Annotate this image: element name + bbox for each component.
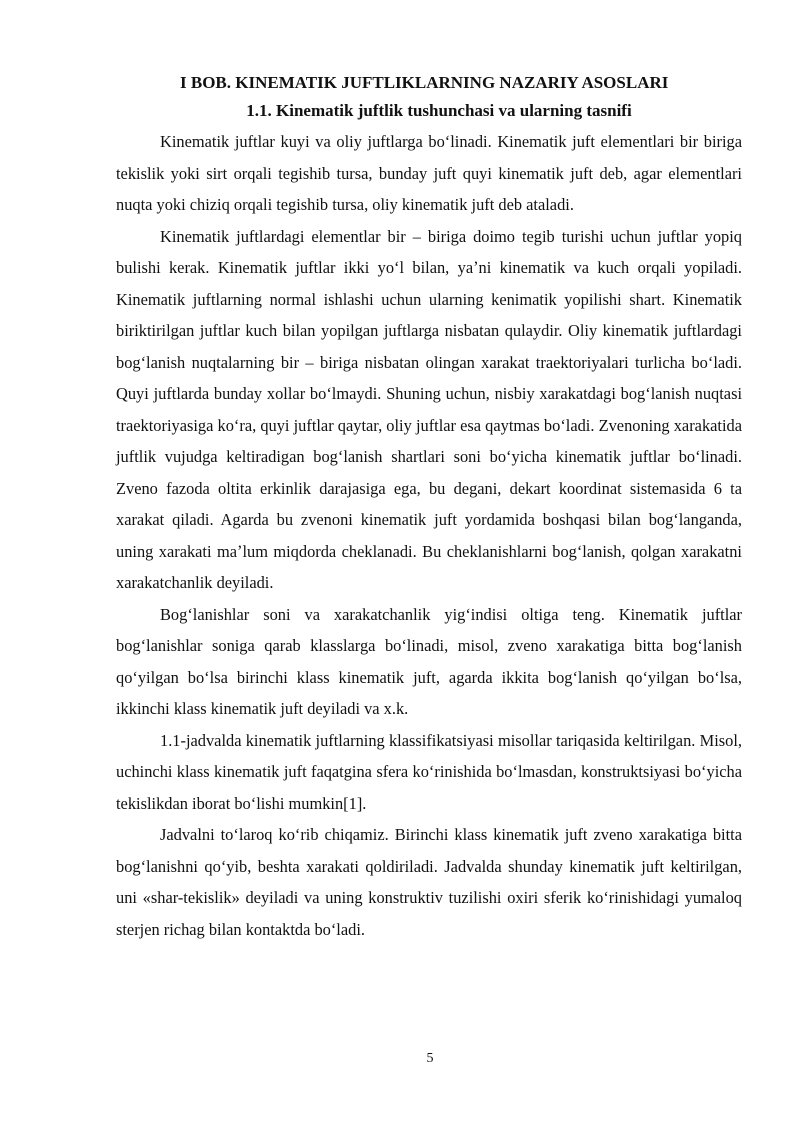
chapter-title: I BOB. KINEMATIK JUFTLIKLARNING NAZARIY ASOSLARI	[180, 73, 669, 92]
document-page	[116, 68, 742, 945]
paragraph-1: Kinematik juftlar kuyi va oliy juftlarga boʻlinadi. Kinematik juft elementlari bir biriga tekislik yoki sirt orqali tegishib tursa, bunday juft quyi kinematik juft deb, agar elementlari nuqta yoki chiziq orqali tegishib tursa, oliy kinematik juft deb ataladi.	[116, 132, 742, 214]
paragraph-3: Bogʻlanishlar soni va xarakatchanlik yigʻindisi oltiga teng. Kinematik juftlar bogʻlanishlar soniga qarab klasslarga boʻlinadi, misol, zveno xarakatiga bitta bogʻlanish qoʻyilgan boʻlsa birinchi klass kinematik juft, agarda ikkita bogʻlanish qoʻyilgan boʻlsa, ikkinchi klass kinematik juft deyiladi va x.k.	[116, 604, 742, 718]
page-number: 5	[426, 1051, 434, 1066]
paragraph-5: Jadvalni toʻlaroq koʻrib chiqamiz. Birinchi klass kinematik juft zveno xarakatiga bitta bogʻlanishni qoʻyib, beshta xarakati qoldiriladi. Jadvalda shunday kinematik juft keltirilgan, uni «shar-tekislik» deyiladi va uning konstruktiv tuzilishi oxiri sferik koʻrinishidagi yumaloq sterjen richag bilan kontaktda boʻladi.	[116, 825, 742, 939]
section-title: 1.1. Kinematik juftlik tushunchasi va ularning tasnifi	[246, 101, 632, 120]
paragraph-4: 1.1-jadvalda kinematik juftlarning klassifikatsiyasi misollar tariqasida keltirilgan. Misol, uchinchi klass kinematik juft faqatgina sfera koʻrinishida boʻlmasdan, konstruktsiyasi boʻyicha tekislikdan iborat boʻlishi mumkin[1].	[116, 730, 742, 813]
paragraph-2: Kinematik juftlardagi elementlar bir – biriga doimo tegib turishi uchun juftlar yopiq bulishi kerak. Kinematik juftlar ikki yoʻl bilan, yaʼni kinematik va kuch orqali yopiladi. Kinematik juftlarning normal ishlashi uchun ularning kenimatik yopilishi shart. Kinematik biriktirilgan juftlar kuch bilan yopilgan juftlarga nisbatan qulaydir. Oliy kinematik juftlardagi bogʻlanish nuqtalarning bir – biriga nisbatan olingan xarakat traektoriyalari turlicha boʻladi. Quyi juftlarda bunday xollar boʻlmaydi. Shuning uchun, nisbiy xarakatdagi bogʻlanish nuqtasi traektoriyasiga koʻra, quyi juftlar qaytar, oliy juftlar esa qaytmas boʻladi. Zvenoning xarakatida juftlik vujudga keltiradigan bogʻlanish shartlari soni boʻyicha kinematik juftlar boʻlinadi. Zveno fazoda oltita erkinlik darajasiga ega, bu degani, dekart koordinat sistemasida 6 ta xarakat qiladi. Agarda bu zvenoni kinematik juft yordamida boshqasi bilan bogʻlanganda, uning xarakati maʼlum miqdorda cheklanadi. Bu cheklanishlarni bogʻlanish, qolgan xarakatni xarakatchanlik deyiladi.	[116, 226, 742, 592]
